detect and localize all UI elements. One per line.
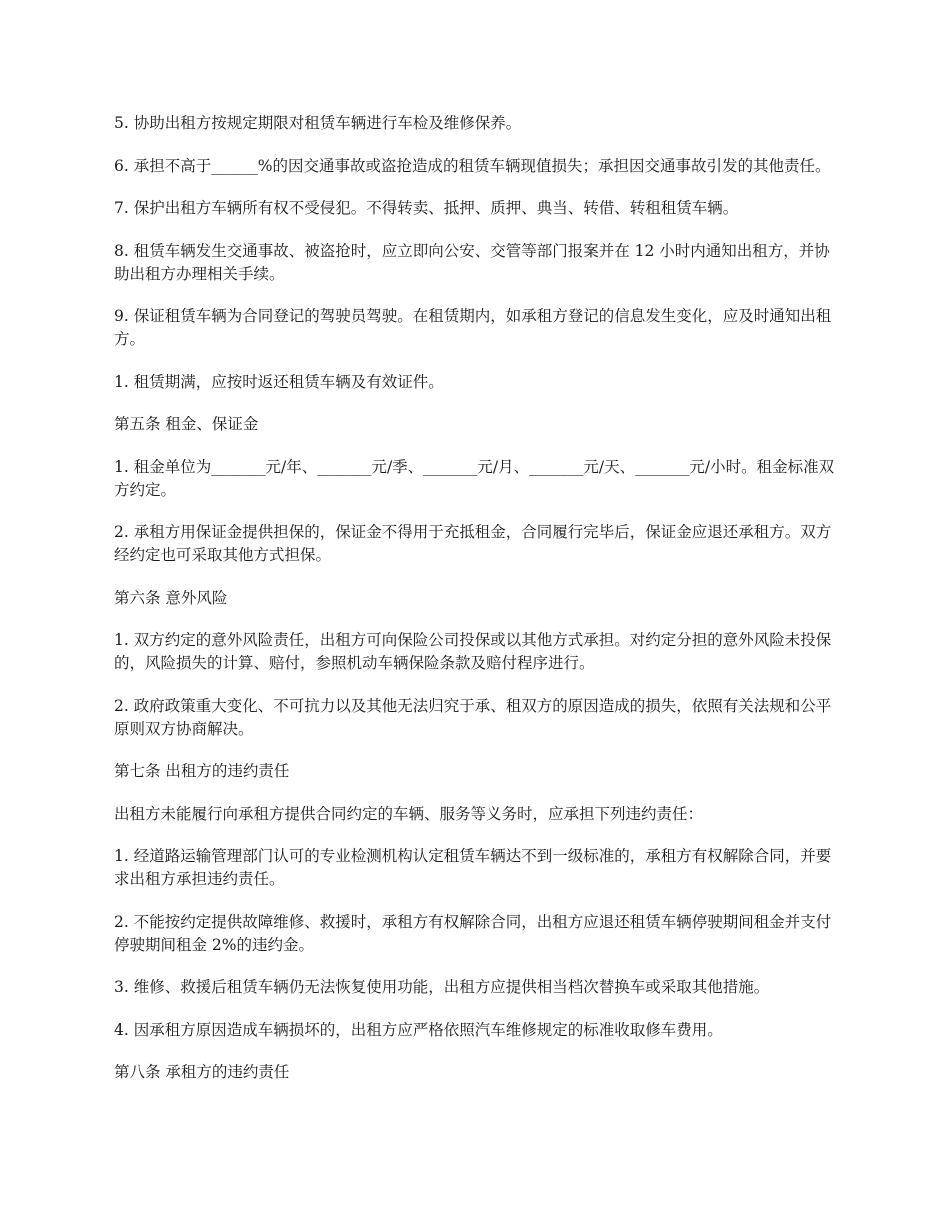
section-heading: 第五条 租金、保证金 — [114, 415, 259, 433]
paragraph: 2. 政府政策重大变化、不可抗力以及其他无法归究于承、租双方的原因造成的损失，依照有关法规和公平原则双方协商解决。 — [114, 696, 832, 738]
paragraph: 8. 租赁车辆发生交通事故、被盗抢时，应立即向公安、交管等部门报案并在 12 小时内通知出租方，并协助出租方办理相关手续。 — [114, 241, 830, 283]
paragraph: 5. 协助出租方按规定期限对租赁车辆进行车检及维修保养。 — [114, 114, 522, 132]
paragraph: 6. 承担不高于______%的因交通事故或盗抢造成的租赁车辆现值损失；承担因交通事故引发的其他责任。 — [114, 156, 831, 175]
paragraph: 2. 承租方用保证金提供担保的，保证金不得用于充抵租金，合同履行完毕后，保证金应退还承租方。双方经约定也可采取其他方式担保。 — [114, 523, 832, 564]
paragraph: 1. 双方约定的意外风险责任，出租方可向保险公司投保或以其他方式承担。对约定分担的意外风险未投保的，风险损失的计算、赔付，参照机动车辆保险条款及赔付程序进行。 — [114, 631, 832, 672]
section-heading: 第八条 承租方的违约责任 — [114, 1063, 290, 1081]
section-heading: 第六条 意外风险 — [114, 588, 228, 607]
paragraph: 2. 不能按约定提供故障维修、救援时，承租方有权解除合同，出租方应退还租赁车辆停驶期间租金并支付停驶期间租金 2%的违约金。 — [114, 912, 832, 954]
paragraph: 1. 租金单位为_______元/年、_______元/季、_______元/月、_______元/天、_______元/小时。租金标准双方约定。 — [114, 457, 835, 499]
paragraph: 7. 保护出租方车辆所有权不受侵犯。不得转卖、抵押、质押、典当、转借、转租租赁车辆。 — [114, 199, 739, 217]
paragraph: 出租方未能履行向承租方提供合同约定的车辆、服务等义务时，应承担下列违约责任： — [114, 804, 704, 823]
paragraph: 1. 经道路运输管理部门认可的专业检测机构认定租赁车辆达不到一级标准的，承租方有权解除合同，并要求出租方承担违约责任。 — [114, 847, 832, 888]
paragraph: 1. 租赁期满，应按时返还租赁车辆及有效证件。 — [114, 372, 444, 391]
document-page — [114, 112, 844, 1104]
paragraph: 3. 维修、救援后租赁车辆仍无法恢复使用功能，出租方应提供相当档次替换车或采取其他措施。 — [114, 978, 770, 996]
paragraph: 4. 因承租方原因造成车辆损坏的，出租方应严格依照汽车维修规定的标准收取修车费用。 — [114, 1020, 723, 1039]
paragraph: 9. 保证租赁车辆为合同登记的驾驶员驾驶。在租赁期内，如承租方登记的信息发生变化，应及时通知出租方。 — [114, 307, 832, 348]
section-heading: 第七条 出租方的违约责任 — [114, 762, 290, 780]
